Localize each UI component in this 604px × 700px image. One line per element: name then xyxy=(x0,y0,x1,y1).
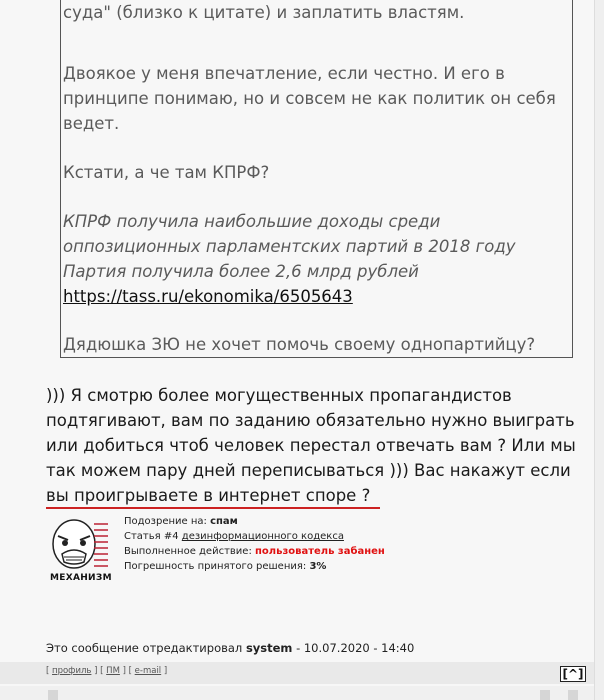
article-line xyxy=(124,529,385,544)
tass-link[interactable]: https://tass.ru/ekonomika/6505643 xyxy=(63,287,353,306)
email-link[interactable]: e-mail xyxy=(134,666,162,676)
suspicion-value: спам xyxy=(210,516,238,527)
error-value: 3% xyxy=(309,561,327,572)
reply-text: ))) Я смотрю более могущественных пропагандистов подтягивают, вам по заданию обязательно нужно выиграть или добиться чтоб человек перестал отвечать вам ? Или мы так можем пару дней переписываться ))) Вас накажут если вы проигрываете в интернет споре ? xyxy=(46,386,576,505)
small-square-icon xyxy=(48,690,58,700)
quote-text-2: Двоякое у меня впечатление, если честно. И его в принципе понимаю, но и совсем не как политик он себя ведет. xyxy=(63,64,556,133)
page-scrollbar[interactable] xyxy=(594,0,604,700)
next-post-strip xyxy=(0,686,594,700)
small-square-icon xyxy=(540,690,550,700)
action-line xyxy=(124,544,385,559)
action-label: Выполненное действие: xyxy=(124,546,252,557)
red-underline xyxy=(46,507,380,509)
profile-link[interactable]: профиль xyxy=(52,666,92,676)
quote-italic-text: КПРФ получила наибольшие доходы среди оппозиционных парламентских партий в 2018 году Партия получила более 2,6 млрд рублей xyxy=(63,212,516,281)
avatar-label: МЕХАНИЗМ xyxy=(50,573,112,583)
pm-link[interactable]: ПМ xyxy=(106,666,120,676)
edit-date: - 10.07.2020 - 14:40 xyxy=(296,641,415,655)
edit-notice xyxy=(46,641,414,655)
suspicion-line xyxy=(124,514,385,529)
scroll-top-button[interactable]: [^] xyxy=(560,666,586,682)
error-label: Погрешность принятого решения: xyxy=(124,561,307,572)
user-links: [ профиль ] [ ПМ ] [ e-mail ] xyxy=(46,666,168,676)
quote-text-3: Кстати, а че там КПРФ? xyxy=(63,163,270,182)
edit-prefix: Это сообщение отредактировал xyxy=(46,641,243,655)
moderation-block xyxy=(46,512,406,592)
rage-face-icon xyxy=(50,516,110,572)
quote-italic-block xyxy=(63,209,563,309)
action-value: пользователь забанен xyxy=(255,546,385,557)
error-line xyxy=(124,559,385,574)
small-square-icon xyxy=(568,690,578,700)
suspicion-label: Подозрение на: xyxy=(124,516,207,527)
quote-text-1: суда" (близко к цитате) и заплатить властям. xyxy=(63,3,465,22)
article-link[interactable]: дезинформационного кодекса xyxy=(181,531,344,542)
quote-text-5: Дядюшка ЗЮ не хочет помочь своему однопартийцу? xyxy=(63,335,536,354)
article-prefix: Статья #4 xyxy=(124,531,179,542)
edit-user: system xyxy=(245,641,293,655)
moderation-details xyxy=(124,514,385,574)
quote-block xyxy=(60,0,573,358)
